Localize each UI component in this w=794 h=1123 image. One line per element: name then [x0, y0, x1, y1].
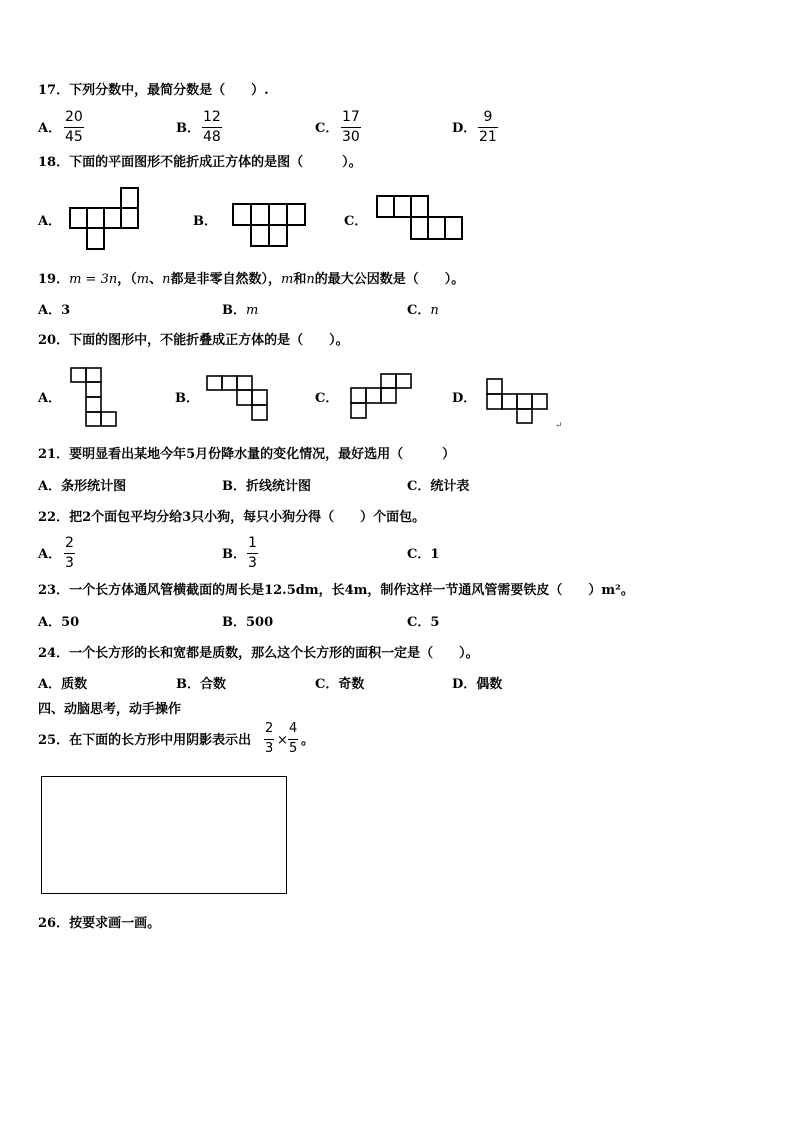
option-text: 500: [246, 615, 274, 630]
option-label: B．: [222, 479, 246, 494]
numerator: 17: [342, 109, 360, 125]
q19-text-mid: 都是非零自然数），: [170, 272, 281, 287]
option-label: A．: [38, 479, 62, 494]
option-label: C．: [407, 479, 431, 494]
q21-option-a: [38, 479, 126, 495]
q22-option-b-label: B．: [222, 547, 246, 562]
q20-option-a-label: A．: [38, 391, 62, 406]
q19-var-n: n: [162, 272, 171, 287]
q25-end: 。: [301, 733, 315, 748]
q20-net-a: [70, 367, 120, 429]
q19-text: ，（: [117, 272, 137, 287]
option-text: 奇数: [338, 677, 365, 692]
q19-option-c: [407, 303, 439, 319]
q19-equation: m = 3n: [69, 272, 118, 287]
q23-stem: 23．一个长方体通风管横截面的周长是12.5dm，长4m，制作这样一节通风管需要铁皮（ ）m²。: [38, 583, 634, 598]
q22-option-b-fraction: [247, 535, 258, 571]
denominator: 48: [203, 129, 221, 145]
option-text: 质数: [61, 677, 88, 692]
option-label: B．: [222, 615, 246, 630]
q24-option-c: [315, 677, 364, 693]
q19-text-end: 的最大公因数是（ ）。: [314, 272, 465, 287]
q18-option-a-label: A．: [38, 214, 62, 229]
q19-option-a: [38, 303, 70, 319]
q17-option-d-fraction: [478, 109, 498, 145]
q19-sep: 、: [149, 272, 163, 287]
q19-option-b: [222, 303, 258, 319]
q17-option-b-fraction: [202, 109, 222, 145]
option-text: 折线统计图: [246, 479, 312, 494]
denominator: 5: [289, 741, 298, 756]
q22-stem: 22．把2个面包平均分给3只小狗，每只小狗分得（ ）个面包。: [38, 510, 426, 525]
q25-times: ×: [277, 733, 288, 748]
denominator: 3: [248, 555, 257, 571]
q22-option-c: [407, 547, 439, 563]
q17-option-b-label: B．: [176, 121, 200, 136]
q18-option-c-label: C．: [344, 214, 368, 229]
section-4-title: 四、动脑思考，动手操作: [38, 702, 182, 717]
option-label: C．: [315, 677, 339, 692]
q25-stem: 25．在下面的长方形中用阴影表示出: [38, 733, 252, 748]
option-text: n: [430, 303, 439, 318]
q25-fraction-1: [264, 721, 274, 757]
numerator: 2: [65, 535, 74, 551]
denominator: 21: [479, 129, 497, 145]
numerator: 9: [483, 109, 493, 125]
q22-option-a-label: A．: [38, 547, 62, 562]
option-text: 统计表: [430, 479, 470, 494]
q20-option-c-label: C．: [315, 391, 339, 406]
numerator: 20: [65, 109, 83, 125]
q18-net-a: [69, 187, 141, 253]
option-text: m: [246, 303, 259, 318]
q26-stem: 26．按要求画一画。: [38, 916, 161, 931]
option-text: 合数: [200, 677, 227, 692]
option-text: 50: [61, 615, 80, 630]
q21-stem: 21．要明显看出某地今年5月份降水量的变化情况，最好选用（ ）: [38, 447, 456, 462]
q17-option-c-label: C．: [315, 121, 339, 136]
option-text: 条形统计图: [61, 479, 127, 494]
option-label: A．: [38, 615, 62, 630]
q23-option-c: [407, 615, 439, 631]
q19-var-m: m: [136, 272, 150, 287]
q25-rectangle-canvas[interactable]: [41, 776, 287, 894]
option-label: C．: [407, 615, 431, 630]
q21-option-c: [407, 479, 469, 495]
option-label: A．: [38, 677, 62, 692]
numerator: 4: [289, 721, 298, 736]
q20-option-b-label: B．: [175, 391, 199, 406]
denominator: 30: [342, 129, 360, 145]
q18-stem: 18．下面的平面图形不能折成正方体的是图（ ）。: [38, 155, 362, 170]
option-text: 5: [430, 615, 440, 630]
q19-number: 19．: [38, 272, 70, 287]
q17-option-a-fraction: [64, 109, 84, 145]
denominator: 3: [65, 555, 74, 571]
q19-and: 和: [293, 272, 307, 287]
q24-stem: 24．一个长方形的长和宽都是质数，那么这个长方形的面积一定是（ ）。: [38, 646, 479, 661]
option-text: 3: [61, 303, 71, 318]
q20-net-b: [206, 375, 270, 423]
q20-stem: 20．下面的图形中，不能折叠成正方体的是（ ）。: [38, 333, 349, 348]
option-label: C．: [407, 303, 431, 318]
q18-option-b-label: B．: [193, 214, 217, 229]
q25-fraction-2: [288, 721, 298, 757]
q23-option-b: [222, 615, 273, 631]
option-text: 1: [430, 547, 440, 562]
q19-var-m2: m: [280, 272, 294, 287]
q19-var-n2: n: [306, 272, 315, 287]
q18-net-b: [232, 203, 306, 248]
q17-option-c-fraction: [341, 109, 361, 145]
numerator: 2: [265, 721, 274, 736]
q24-option-b: [176, 677, 226, 693]
q22-option-a-fraction: [64, 535, 75, 571]
denominator: 3: [265, 741, 274, 756]
numerator: 12: [203, 109, 221, 125]
q23-option-a: [38, 615, 79, 631]
option-label: A．: [38, 303, 62, 318]
return-mark-icon: ↵: [555, 421, 563, 431]
q24-option-a: [38, 677, 87, 693]
option-label: D．: [452, 677, 477, 692]
option-label: C．: [407, 547, 431, 562]
option-label: B．: [176, 677, 200, 692]
numerator: 1: [248, 535, 257, 551]
option-label: B．: [222, 303, 246, 318]
q20-net-c: [350, 373, 414, 421]
q17-option-d-label: D．: [452, 121, 477, 136]
q24-option-d: [452, 677, 502, 693]
q21-option-b: [222, 479, 311, 495]
denominator: 45: [65, 129, 83, 145]
q20-net-d: [486, 378, 550, 426]
q17-option-a-label: A．: [38, 121, 62, 136]
q20-option-d-label: D．: [452, 391, 477, 406]
q19-stem: [38, 272, 464, 288]
q17-stem: 17．下列分数中，最简分数是（ ）.: [38, 83, 269, 98]
option-text: 偶数: [476, 677, 503, 692]
q18-net-c: [376, 195, 466, 241]
